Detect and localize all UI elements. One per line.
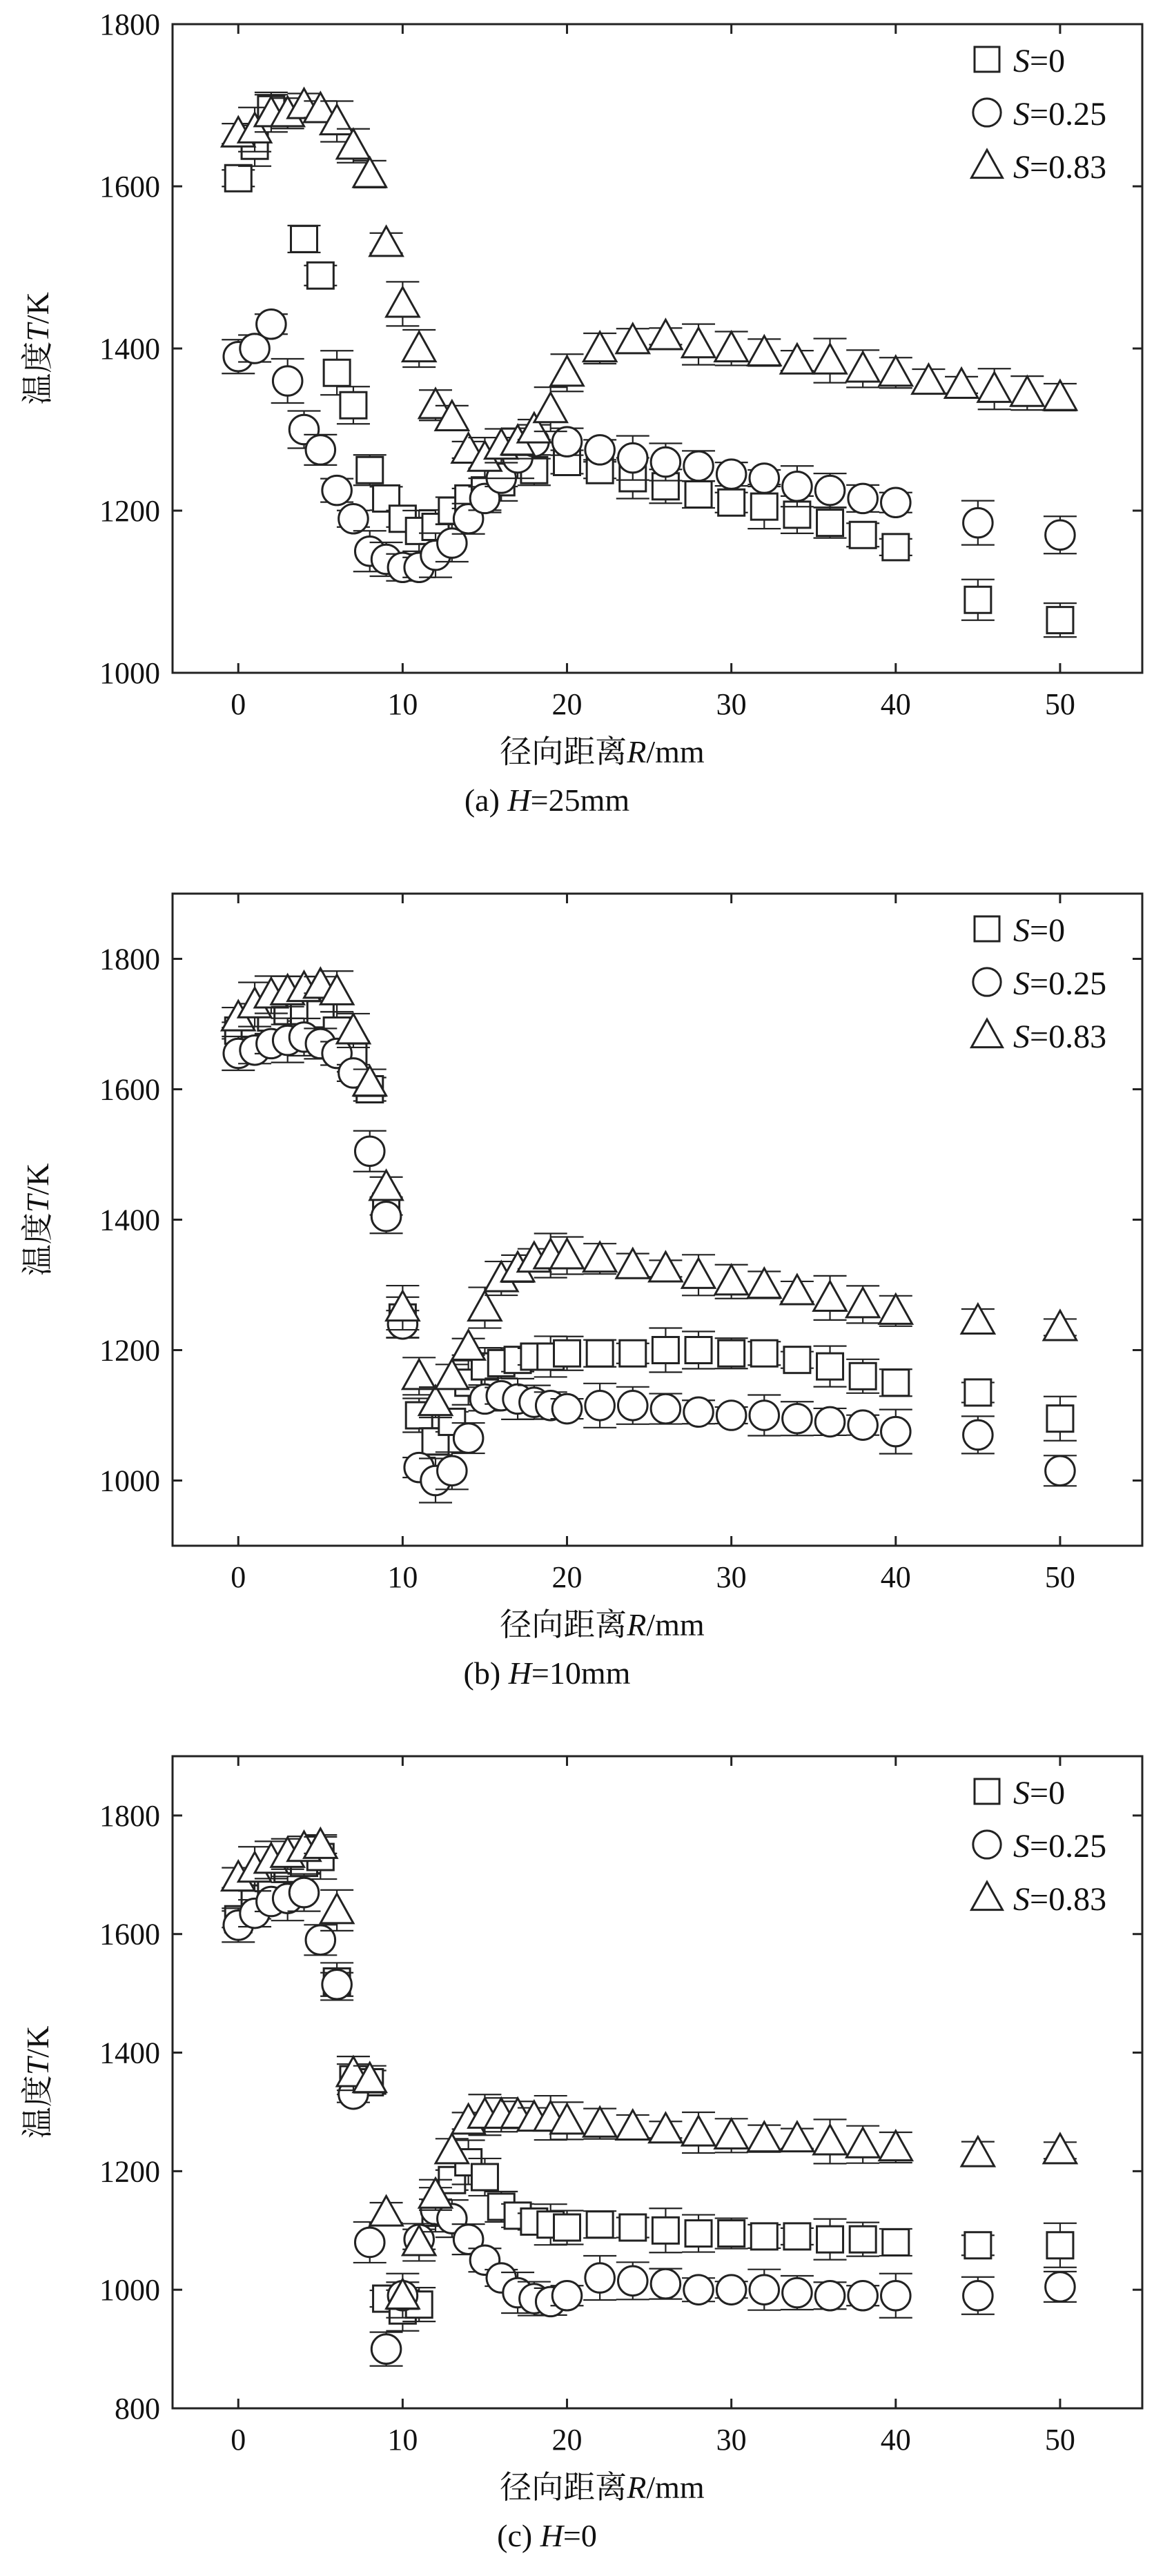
series-triangle (222, 88, 1077, 478)
x-tick-label: 10 (387, 687, 418, 721)
point-triangle (1044, 2134, 1077, 2163)
point-square (784, 1347, 810, 1373)
legend-marker-triangle (972, 1882, 1003, 1909)
panel-caption: (b) H=10mm (463, 1655, 631, 1691)
point-square (817, 1353, 843, 1379)
y-tick-label: 1400 (99, 1203, 160, 1237)
point-square (751, 493, 777, 520)
point-square (357, 457, 383, 483)
point-circle (289, 1878, 319, 1907)
point-circle (651, 447, 681, 477)
point-circle (684, 2275, 714, 2305)
point-triangle (534, 393, 567, 422)
x-tick-label: 30 (716, 1560, 747, 1594)
point-circle (750, 1401, 779, 1430)
y-tick-label: 1000 (99, 656, 160, 690)
legend-marker-square (975, 916, 999, 941)
point-square (471, 2164, 498, 2190)
point-circle (815, 1407, 845, 1437)
point-circle (750, 464, 779, 493)
point-triangle (649, 1252, 683, 1281)
y-tick-label: 1600 (99, 170, 160, 204)
legend-label: S=0.83 (1013, 1881, 1107, 1918)
x-tick-label: 40 (880, 1560, 911, 1594)
point-square (587, 2212, 613, 2238)
legend-marker-square (975, 1779, 999, 1804)
point-square (652, 1337, 678, 1364)
point-triangle (1044, 380, 1077, 410)
point-triangle (370, 1170, 403, 1200)
legend-label: S=0.25 (1013, 965, 1107, 1002)
point-circle (618, 443, 647, 473)
point-circle (618, 2266, 647, 2296)
legend-marker-triangle (972, 150, 1003, 177)
point-square (587, 1340, 613, 1366)
point-circle (716, 1401, 746, 1430)
point-triangle (583, 332, 616, 362)
legend-label: S=0.25 (1013, 1828, 1107, 1865)
point-square (965, 1379, 991, 1406)
point-square (225, 165, 251, 191)
point-square (817, 2226, 843, 2252)
point-triangle (978, 373, 1011, 402)
point-square (291, 226, 317, 252)
point-circle (438, 1456, 467, 1486)
y-tick-label: 1000 (99, 2273, 160, 2308)
legend-label: S=0 (1013, 1775, 1066, 1811)
panel-caption: (a) H=25mm (464, 783, 630, 818)
point-square (850, 2226, 876, 2252)
point-circle (964, 1420, 993, 1450)
x-tick-label: 30 (716, 2423, 747, 2457)
y-axis-label: 温度T/K (19, 1163, 56, 1277)
point-square (718, 2221, 745, 2247)
series-circle (222, 1874, 1077, 2366)
panel-3 (19, 1756, 1142, 2553)
point-circle (815, 475, 845, 505)
series-triangle (222, 968, 1077, 1417)
point-triangle (583, 1242, 616, 1272)
point-circle (306, 1925, 335, 1955)
point-circle (716, 2275, 746, 2305)
point-circle (552, 2281, 582, 2310)
point-triangle (715, 332, 748, 362)
point-triangle (370, 226, 403, 256)
y-tick-label: 1200 (99, 494, 160, 528)
point-square (307, 262, 333, 288)
point-square (620, 1340, 646, 1366)
x-tick-label: 0 (231, 2423, 246, 2457)
x-tick-label: 30 (716, 687, 747, 721)
point-circle (848, 1410, 878, 1440)
x-tick-label: 50 (1044, 1560, 1075, 1594)
point-circle (371, 1201, 401, 1231)
legend-label: S=0 (1013, 43, 1066, 79)
y-tick-label: 1400 (99, 332, 160, 366)
point-square (554, 1340, 580, 1366)
point-triangle (879, 1295, 912, 1324)
y-axis-label: 温度T/K (19, 2025, 56, 2139)
point-circle (322, 475, 352, 505)
point-triangle (814, 2125, 847, 2154)
point-circle (371, 2334, 401, 2364)
point-circle (618, 1391, 647, 1421)
legend-label: S=0.25 (1013, 96, 1107, 132)
point-triangle (551, 356, 584, 386)
y-tick-label: 1200 (99, 1333, 160, 1368)
point-circle (1046, 520, 1075, 550)
point-triangle (781, 2122, 814, 2152)
point-circle (306, 435, 335, 465)
x-tick-label: 40 (880, 2423, 911, 2457)
point-triangle (419, 1386, 452, 1415)
point-square (685, 2221, 712, 2247)
point-triangle (846, 352, 879, 382)
point-triangle (781, 344, 814, 374)
point-square (751, 2223, 777, 2250)
point-triangle (781, 1275, 814, 1304)
y-tick-label: 1800 (99, 1798, 160, 1833)
point-triangle (945, 368, 978, 398)
point-triangle (387, 287, 420, 317)
point-circle (552, 1394, 582, 1424)
point-square (685, 1337, 712, 1364)
x-tick-label: 50 (1044, 687, 1075, 721)
point-triangle (748, 1268, 781, 1298)
point-triangle (879, 356, 912, 386)
point-triangle (1044, 1310, 1077, 1340)
y-tick-label: 1800 (99, 942, 160, 976)
panel-caption: (c) H=0 (497, 2518, 597, 2553)
point-triangle (846, 2128, 879, 2158)
point-square (340, 392, 366, 418)
point-square (685, 482, 712, 508)
series-triangle (222, 1829, 1077, 2318)
y-tick-label: 1800 (99, 8, 160, 41)
point-circle (684, 451, 714, 481)
point-square (883, 2229, 909, 2255)
point-triangle (320, 1894, 353, 1923)
point-circle (585, 2263, 615, 2293)
point-square (718, 489, 745, 515)
point-square (554, 2214, 580, 2241)
point-circle (881, 1417, 911, 1446)
point-triangle (402, 332, 436, 362)
point-square (1047, 607, 1073, 633)
point-circle (651, 1394, 681, 1424)
point-triangle (649, 2113, 683, 2143)
point-circle (1046, 2272, 1075, 2302)
point-circle (848, 2281, 878, 2310)
x-tick-label: 20 (551, 687, 583, 721)
legend (972, 43, 1107, 186)
point-square (652, 2217, 678, 2243)
point-square (817, 510, 843, 536)
point-triangle (682, 328, 715, 357)
point-circle (1046, 1456, 1075, 1486)
point-triangle (814, 344, 847, 374)
legend-label: S=0 (1013, 912, 1066, 949)
x-tick-label: 40 (880, 687, 911, 721)
point-triangle (748, 2122, 781, 2152)
point-square (620, 2214, 646, 2241)
point-circle (651, 2269, 681, 2299)
point-square (850, 522, 876, 548)
point-square (965, 587, 991, 613)
legend-marker-circle (973, 1831, 1001, 1858)
point-triangle (452, 1330, 485, 1360)
point-triangle (846, 1288, 879, 1317)
legend-marker-circle (973, 99, 1001, 126)
legend-marker-triangle (972, 1019, 1003, 1047)
point-square (718, 1340, 745, 1366)
point-circle (322, 1969, 352, 1999)
point-circle (783, 471, 812, 501)
point-circle (453, 1424, 483, 1453)
x-tick-label: 0 (231, 687, 246, 721)
point-triangle (1011, 377, 1044, 406)
point-triangle (715, 1265, 748, 1295)
y-tick-label: 1600 (99, 1072, 160, 1107)
point-square (324, 360, 350, 386)
y-tick-label: 1200 (99, 2154, 160, 2189)
legend-label: S=0.83 (1013, 1019, 1107, 1055)
point-square (1047, 1406, 1073, 1432)
point-triangle (402, 1359, 436, 1389)
point-triangle (649, 319, 683, 349)
point-circle (684, 1397, 714, 1427)
point-square (751, 1340, 777, 1366)
point-circle (716, 460, 746, 489)
point-circle (355, 2228, 384, 2257)
point-triangle (682, 1259, 715, 1288)
x-tick-label: 10 (387, 2423, 418, 2457)
point-circle (964, 2281, 993, 2310)
x-tick-label: 20 (551, 2423, 583, 2457)
point-circle (750, 2275, 779, 2305)
point-circle (339, 504, 369, 533)
panel-1 (19, 8, 1142, 818)
panel-2 (19, 894, 1142, 1691)
point-circle (355, 1137, 384, 1166)
y-axis-label: 温度T/K (19, 292, 56, 405)
legend (972, 912, 1107, 1055)
point-triangle (370, 2196, 403, 2225)
point-square (883, 534, 909, 560)
series-square (222, 92, 1077, 637)
point-circle (881, 2281, 911, 2310)
y-tick-label: 1600 (99, 1917, 160, 1951)
point-circle (881, 488, 911, 518)
point-triangle (879, 2131, 912, 2161)
point-circle (783, 1404, 812, 1433)
point-square (1047, 2232, 1073, 2259)
x-tick-label: 0 (231, 1560, 246, 1594)
x-axis-label: 径向距离R/mm (500, 733, 705, 770)
point-square (850, 1363, 876, 1389)
point-circle (783, 2278, 812, 2308)
point-triangle (583, 2107, 616, 2137)
y-tick-label: 1000 (99, 1464, 160, 1498)
point-triangle (715, 2119, 748, 2149)
legend (972, 1775, 1107, 1918)
x-tick-label: 50 (1044, 2423, 1075, 2457)
x-axis-label: 径向距离R/mm (500, 1606, 705, 1643)
point-circle (273, 366, 302, 396)
x-tick-label: 10 (387, 1560, 418, 1594)
legend-marker-square (975, 47, 999, 72)
point-square (784, 2223, 810, 2250)
x-axis-label: 径向距离R/mm (500, 2468, 705, 2506)
point-circle (585, 1391, 615, 1421)
point-triangle (814, 1281, 847, 1311)
x-tick-label: 20 (551, 1560, 583, 1594)
point-circle (257, 309, 286, 339)
point-square (883, 1370, 909, 1396)
y-tick-label: 1400 (99, 2036, 160, 2070)
legend-label: S=0.83 (1013, 149, 1107, 186)
point-circle (848, 484, 878, 513)
point-triangle (682, 2116, 715, 2145)
point-circle (964, 508, 993, 538)
point-circle (585, 435, 615, 465)
point-circle (815, 2281, 845, 2310)
point-triangle (748, 336, 781, 366)
point-square (965, 2232, 991, 2259)
y-tick-label: 800 (115, 2392, 160, 2426)
legend-marker-circle (973, 968, 1001, 996)
